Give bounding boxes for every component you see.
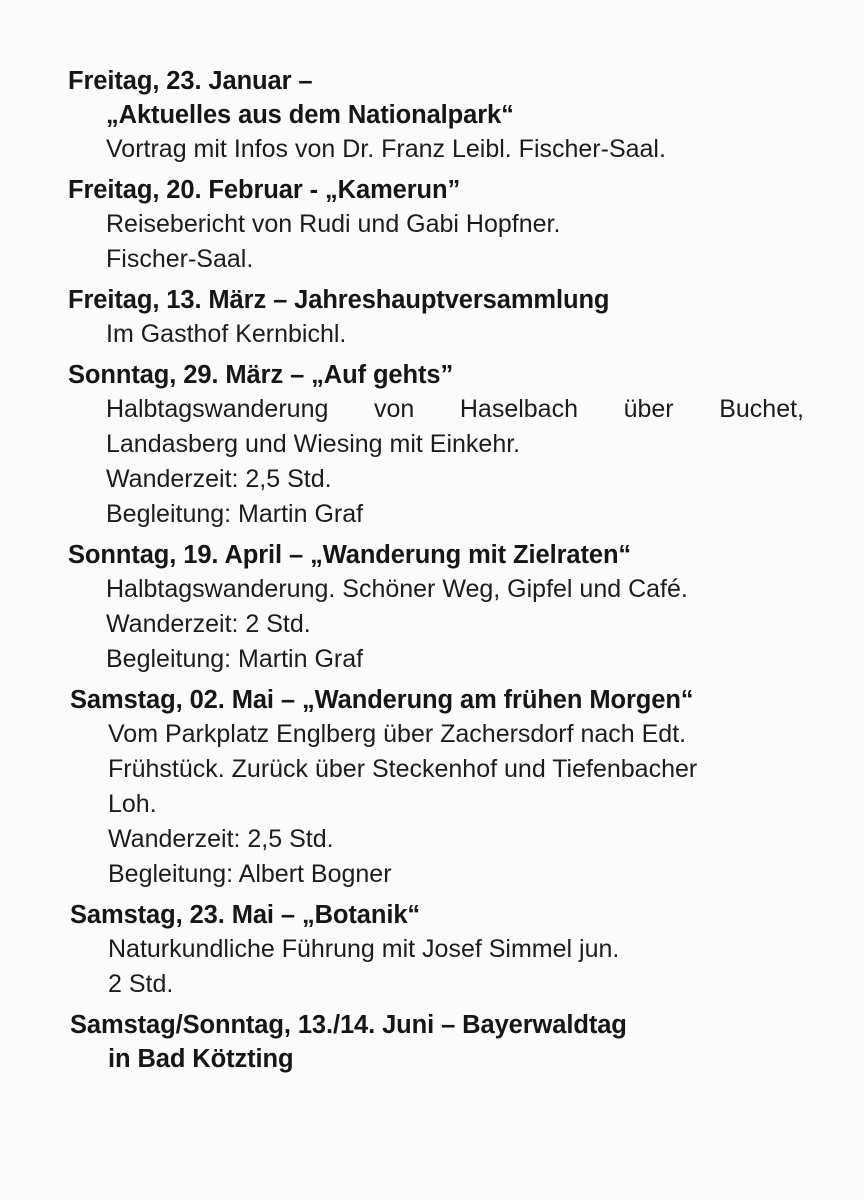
event-heading: Samstag, 23. Mai – „Botanik“ (70, 901, 421, 929)
event-detail-line: 2 Std. (108, 970, 174, 998)
event-heading: Freitag, 20. Februar - „Kamerun” (68, 176, 461, 204)
event-heading: Freitag, 23. Januar – (68, 67, 313, 95)
event-detail-line: Halbtagswanderung. Schöner Weg, Gipfel und Café. (106, 575, 688, 603)
event-heading: Sonntag, 29. März – „Auf gehts” (68, 361, 454, 389)
event-detail-line: Im Gasthof Kernbichl. (106, 320, 347, 348)
event-heading: Freitag, 13. März – Jahreshauptversammlung (68, 286, 610, 314)
event-detail-line: Vortrag mit Infos von Dr. Franz Leibl. Fischer-Saal. (106, 135, 666, 163)
event-detail-line: Wanderzeit: 2,5 Std. (106, 465, 332, 493)
event-heading: Sonntag, 19. April – „Wanderung mit Zielraten“ (68, 541, 632, 569)
event-heading: Samstag/Sonntag, 13./14. Juni – Bayerwaldtag (70, 1011, 627, 1039)
event-detail-line: Reisebericht von Rudi und Gabi Hopfner. (106, 210, 561, 238)
event-detail-line: Frühstück. Zurück über Steckenhof und Tiefenbacher (108, 755, 698, 783)
event-heading: Samstag, 02. Mai – „Wanderung am frühen Morgen“ (70, 686, 694, 714)
event-detail-line: Landasberg und Wiesing mit Einkehr. (106, 430, 521, 458)
event-entry (68, 898, 804, 1002)
event-detail-line: Wanderzeit: 2 Std. (106, 610, 311, 638)
event-entry (68, 1008, 804, 1076)
event-detail-line: Begleitung: Martin Graf (106, 645, 364, 673)
event-heading-continued: in Bad Kötzting (108, 1045, 294, 1073)
event-entry (68, 538, 804, 677)
event-heading-continued: „Aktuelles aus dem Nationalpark“ (106, 101, 514, 129)
event-entry (68, 283, 804, 352)
event-detail-line: Halbtagswanderung von Haselbach über Buchet, (106, 395, 804, 423)
event-entry (68, 64, 804, 167)
event-entry (68, 173, 804, 277)
event-entry (68, 683, 804, 892)
event-detail-line: Begleitung: Martin Graf (106, 500, 364, 528)
event-detail-line: Wanderzeit: 2,5 Std. (108, 825, 334, 853)
event-detail-line: Begleitung: Albert Bogner (108, 860, 392, 888)
event-entry (68, 358, 804, 532)
event-detail-line: Fischer-Saal. (106, 245, 254, 273)
event-detail-line: Naturkundliche Führung mit Josef Simmel jun. (108, 935, 620, 963)
event-detail-line: Vom Parkplatz Englberg über Zachersdorf nach Edt. (108, 720, 687, 748)
event-detail-line: Loh. (108, 790, 157, 818)
